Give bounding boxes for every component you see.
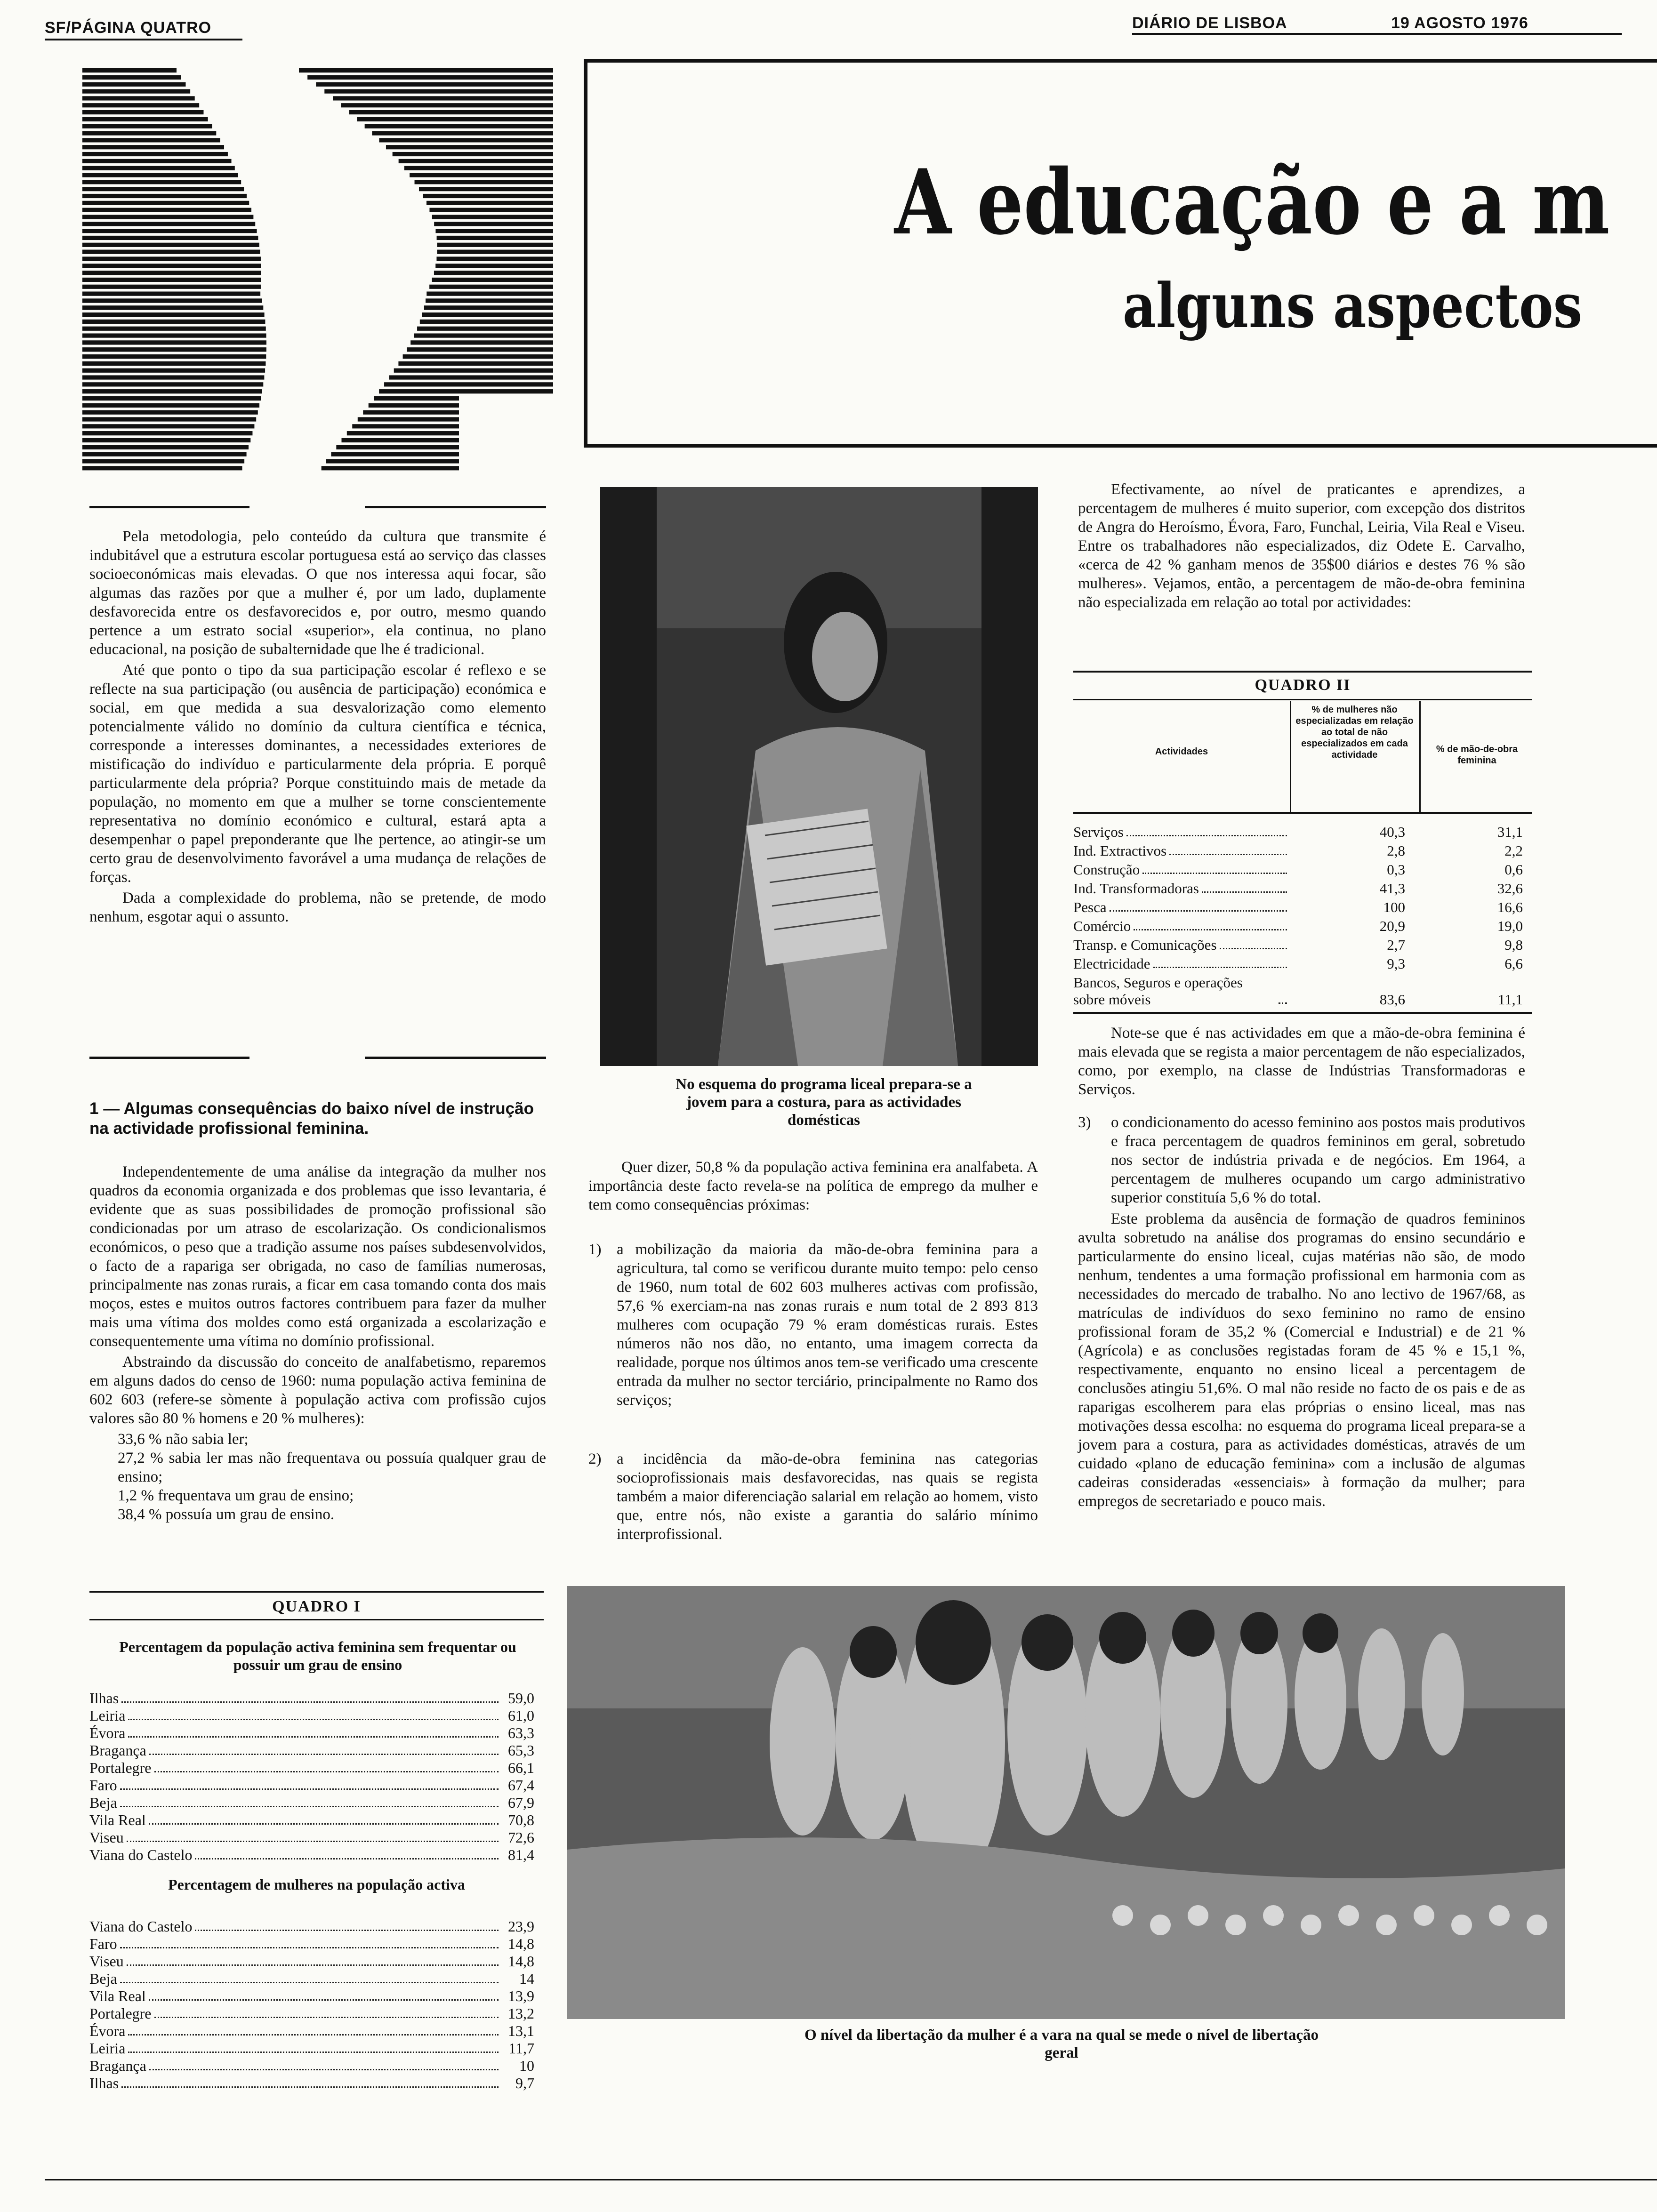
middle-item-1-mark: 1) <box>588 1241 602 1258</box>
quadro2-row <box>1073 974 1532 1008</box>
census-stat-1: 33,6 % não sabia ler; <box>118 1431 249 1448</box>
quadro-row-value: 66,1 <box>508 1759 534 1776</box>
quadro-row-label: Vila Real <box>89 1988 146 2004</box>
quadro2-row <box>1073 937 1532 954</box>
quadro-row-value: 67,9 <box>508 1794 534 1811</box>
quadro2-row-female-labour: 32,6 <box>1497 880 1523 897</box>
quadro-row-label: Vila Real <box>89 1811 146 1828</box>
quadro-row-label: Viana do Castelo <box>89 1918 193 1935</box>
quadro-row-value: 70,8 <box>508 1811 534 1828</box>
dotted-leader <box>128 2034 499 2036</box>
middle-item-1 <box>588 1240 1038 1410</box>
quadro-row <box>89 1953 534 1970</box>
census-stat-3: 1,2 % frequentava um grau de ensino; <box>118 1487 354 1504</box>
quadro-row-label: Ilhas <box>89 1690 119 1707</box>
dotted-leader <box>1142 873 1287 874</box>
middle-text <box>588 1158 1038 1216</box>
intro-end-rule-left <box>89 1057 249 1059</box>
dotted-leader <box>1279 1002 1287 1004</box>
quadro2-row <box>1073 899 1532 916</box>
quadro-row-value: 14 <box>519 1970 534 1987</box>
dotted-leader <box>154 2017 499 2018</box>
dotted-leader <box>121 1701 499 1703</box>
quadro-row-label: Leiria <box>89 1707 126 1724</box>
masthead-rule <box>45 39 242 40</box>
quadro-row <box>89 1988 534 2005</box>
quadro-row <box>89 1918 534 1935</box>
quadro-row-value: 81,4 <box>508 1846 534 1863</box>
quadro-row-value: 9,7 <box>515 2075 534 2092</box>
quadro-row-value: 61,0 <box>508 1707 534 1724</box>
quadro-row-label: Faro <box>89 1777 117 1794</box>
dotted-leader <box>1220 948 1287 949</box>
dotted-leader <box>128 1719 499 1720</box>
quadro-row-label: Viseu <box>89 1953 124 1970</box>
dotted-leader <box>149 1823 499 1825</box>
quadro2-row-label: Bancos, Seguros e operações sobre móveis <box>1073 974 1243 1008</box>
dotted-leader <box>1153 967 1287 968</box>
intro-rule-left <box>89 506 249 508</box>
dotted-leader <box>195 1930 499 1931</box>
intro-rule-right <box>365 506 546 508</box>
factory-photo-caption: O nível da libertação da mulher é a vara na qual se mede o nível de libertação geral <box>804 2027 1319 2061</box>
dotted-leader <box>120 1947 499 1948</box>
dotted-leader <box>120 1788 499 1790</box>
quadro-row-value: 72,6 <box>508 1829 534 1846</box>
quadro2-row-nonspecialized: 40,3 <box>1379 824 1405 840</box>
quadro2-row-female-labour: 16,6 <box>1497 899 1523 915</box>
quadro1-list-2 <box>89 1918 534 2092</box>
middle-item-1-text: a mobilização da maioria da mão-de-obra feminina para a agricultura, tal como se verificou durante muito tempo: pelo censo de 1960, num total de 602 603 mulheres activas com profissão, 57,6 % exerciam-na nas zonas rurais e num total de 2 893 813 mulheres com ocupação 79 % eram domésticas rurais. Estes números não nos dão, no entanto, uma imagem correcta da realidade, porque nos últimos anos tem-se verificado uma crescente entrada da mulher no sector terciário, principalmente no Ramo dos serviços; <box>617 1241 1038 1409</box>
quadro-row <box>89 2075 534 2092</box>
right-text-final <box>1078 1210 1525 1513</box>
sewing-girl-photo <box>600 487 1038 1066</box>
quadro-row-value: 14,8 <box>508 1935 534 1952</box>
right-paragraph-2: Note-se que é nas actividades em que a mão-de-obra feminina é mais elevada que se regista a maior percentagem de não especializados, como, por exemplo, na classe de Indústrias Transformadoras e Serviços. <box>1078 1025 1525 1098</box>
quadro-row-value: 59,0 <box>508 1690 534 1707</box>
headline-line2: alguns aspectos <box>1123 270 1583 342</box>
quadro2-row-nonspecialized: 2,8 <box>1387 842 1405 859</box>
quadro-row <box>89 2005 534 2022</box>
quadro2-row-nonspecialized: 100 <box>1383 899 1405 915</box>
quadro2-top-rule <box>1073 671 1532 673</box>
quadro-row <box>89 1690 534 1707</box>
dotted-leader <box>1169 854 1287 855</box>
quadro-row <box>89 1707 534 1724</box>
quadro2-header <box>1073 701 1532 812</box>
quadro2-row <box>1073 861 1532 878</box>
right-item-3 <box>1078 1113 1525 1207</box>
quadro2-title-rule <box>1073 699 1532 700</box>
quadro-row-value: 23,9 <box>508 1918 534 1935</box>
quadro-row-label: Leiria <box>89 2040 126 2057</box>
quadro-row-value: 13,1 <box>508 2022 534 2039</box>
quadro-row-label: Viana do Castelo <box>89 1846 193 1863</box>
quadro2-row <box>1073 824 1532 841</box>
quadro2-row-label: Serviços <box>1073 824 1124 840</box>
quadro2-col-activities: Actividades <box>1155 746 1208 757</box>
quadro-row-label: Évora <box>89 2022 126 2039</box>
quadro-row-label: Faro <box>89 1935 117 1952</box>
right-paragraph-1: Efectivamente, ao nível de praticantes e aprendizes, a percentagem de mulheres é muito superior, com excepção dos distritos de Angra do Heroísmo, Évora, Faro, Funchal, Leiria, Vila Real e Viseu. Entre os trabalhadores não especializados, diz Odete E. Carvalho, «cerca de 42 % ganham menos de 35$00 diários e destes 76 % são mulheres». Vejamos, então, a percentagem de mão-de-obra feminina não especializada em relação ao total por actividades: <box>1078 481 1525 611</box>
quadro1-list-1 <box>89 1690 534 1864</box>
intro-text <box>89 527 546 928</box>
census-stat-2: 27,2 % sabia ler mas não frequentava ou possuía qualquer grau de ensino; <box>118 1450 546 1485</box>
dotted-leader <box>1126 835 1287 836</box>
dotted-leader <box>121 2086 499 2088</box>
quadro1-title-rule <box>89 1619 544 1620</box>
right-paragraph-3: Este problema da ausência de formação de quadros femininos avulta sobretudo na análise dos programas do ensino secundário e particularmente do ensino liceal, cujas matérias não são, de modo nenhum, tendentes a uma formação profissional em harmonia com as necessidades do mercado de trabalho. No ano lectivo de 1967/68, as matrículas de indivíduos do sexo feminino no ramo de ensino profissional foram de 35,2 % (Comercial e Industrial) e de 21 % (Agrícola) e as conclusões registadas foram de 45 % e 15,1 %, respectivamente, enquanto no ensino liceal a percentagem de conclusões atingiu 51,6%. O mal não reside no facto de os pais e de as raparigas escolherem para elas próprias o ensino liceal, mas nas motivações dessa escolha: no esquema do programa liceal prepara-se a jovem para a costura, para as actividades domésticas, através de um cuidado «plano de educação feminina» com a inclusão de algumas cadeiras consideradas «essenciais» à formação da mulher; para empregos de secretariado e pouco mais. <box>1078 1210 1525 1510</box>
quadro-row <box>89 1970 534 1988</box>
quadro2-row-nonspecialized: 20,9 <box>1379 918 1405 934</box>
quadro2-col-nonspecialized: % de mulheres não especializadas em relação ao total de não especializados em cada actividade <box>1295 705 1414 760</box>
dotted-leader <box>154 1771 499 1772</box>
quadro-row-value: 11,7 <box>508 2040 534 2057</box>
quadro2-row <box>1073 918 1532 935</box>
quadro-row <box>89 2022 534 2040</box>
dotted-leader <box>128 1736 499 1738</box>
middle-item-2-mark: 2) <box>588 1451 602 1467</box>
quadro-row-label: Ilhas <box>89 2075 119 2092</box>
quadro1-top-rule <box>89 1591 544 1593</box>
dotted-leader <box>149 2069 499 2070</box>
quadro-row-label: Portalegre <box>89 2005 152 2022</box>
quadro2-bottom-rule <box>1073 1012 1532 1014</box>
quadro2-title: QUADRO II <box>1255 676 1351 694</box>
section1-paragraph-2: Abstraindo da discussão do conceito de analfabetismo, reparemos em alguns dados do censo de 1960: numa população activa feminina de 602 603 (refere-se sòmente à população activa com profissão cujos valores são 80 % homens e 20 % mulheres): <box>89 1354 546 1427</box>
quadro-row-label: Bragança <box>89 2057 146 2074</box>
intro-end-rule-right <box>365 1057 546 1059</box>
quadro2-row <box>1073 842 1532 859</box>
quadro-row <box>89 1846 534 1864</box>
issue-date: 19 AGOSTO 1976 <box>1391 14 1528 32</box>
right-item-3-text: o condicionamento do acesso feminino aos postos mais produtivos e fraca percentagem de quadros femininos em geral, sobretudo nos sector de indústria privada e de negócios. Em 1964, a percentagem de mulheres ocupando um cargo administrativo superior constituía 5,6 % do total. <box>1111 1114 1525 1206</box>
dotted-leader <box>1134 929 1287 930</box>
headline-line1: A educação e a m <box>894 150 1610 255</box>
dotted-leader <box>149 1999 499 2001</box>
quadro2-row-nonspecialized: 9,3 <box>1387 955 1405 972</box>
quadro-row-value: 13,9 <box>508 1988 534 2004</box>
quadro-row-value: 13,2 <box>508 2005 534 2022</box>
striped-portrait-photo <box>82 68 553 473</box>
quadro2-col-female-labour: % de mão-de-obra feminina <box>1436 744 1518 766</box>
quadro-row-value: 14,8 <box>508 1953 534 1970</box>
quadro2-row-female-labour: 31,1 <box>1497 824 1523 840</box>
quadro2-row-female-labour: 11,1 <box>1497 991 1523 1008</box>
quadro2-row-female-labour: 2,2 <box>1504 842 1523 859</box>
quadro-row-label: Viseu <box>89 1829 124 1846</box>
section1-heading: 1 — Algumas consequências do baixo nível de instrução na actividade profissional feminina. <box>89 1099 534 1138</box>
quadro-row <box>89 2057 534 2075</box>
quadro-row <box>89 1935 534 1953</box>
intro-paragraph-3: Dada a complexidade do problema, não se pretende, de modo nenhum, esgotar aqui o assunto. <box>89 890 546 925</box>
quadro2-row-nonspecialized: 2,7 <box>1387 937 1405 953</box>
quadro-row <box>89 2040 534 2057</box>
quadro2-row-label: Comércio <box>1073 918 1131 934</box>
quadro-row-label: Beja <box>89 1970 117 1987</box>
quadro2-row-female-labour: 0,6 <box>1504 861 1523 878</box>
newspaper-name: DIÁRIO DE LISBOA <box>1132 14 1287 32</box>
section1-paragraph-1: Independentemente de uma análise da integração da mulher nos quadros da economia organizada e dos problemas que isso levantaria, é evidente que as suas possibilidades de promoção profissional são condicionadas por um atraso de escolarização. Os condicionalismos económicos, o peso que a tradição assume nos países subdesenvolvidos, o facto de a rapariga ser obrigada, no caso de famílias numerosas, principalmente nas zonas rurais, a ficar em casa tomando conta dos mais moços, estes e muitos outros factores contribuem para fazer da mulher mais uma vítima dos moldes como está organizada a escolarização e consequentemente uma vítima no domínio profissional. <box>89 1163 546 1350</box>
quadro-row-value: 10 <box>519 2057 534 2074</box>
right-text-bottom <box>1078 1024 1525 1101</box>
quadro2-row-nonspecialized: 0,3 <box>1387 861 1405 878</box>
quadro2-row-nonspecialized: 83,6 <box>1379 991 1405 1008</box>
right-text-top <box>1078 480 1525 614</box>
quadro-row-value: 65,3 <box>508 1742 534 1759</box>
dotted-leader <box>1110 910 1287 912</box>
quadro2-row <box>1073 880 1532 897</box>
factory-workers-photo <box>567 1586 1565 2019</box>
quadro1-subtitle-1: Percentagem da população activa feminina sem frequentar ou possuir um grau de ensino <box>119 1638 516 1673</box>
quadro-row-value: 63,3 <box>508 1724 534 1741</box>
section1-text <box>89 1162 546 1524</box>
quadro2-rows <box>1073 824 1532 1010</box>
intro-paragraph-2: Até que ponto o tipo da sua participação escolar é reflexo e se reflecte na sua participação (ou ausência de participação) económica e social, em que medida a sua desvalorização como elemento potencialmente válido no domínio da cultura científica e técnica, corresponde a interesses dominantes, a necessidades exteriores de mistificação do indivíduo e particularmente dela própria. E porquê particularmente dela própria? Porque constituindo mais de metade da população, no momento em que a mulher se torne conscientemente representativa no domínio económico e cultural, estará apta a desempenhar o papel preponderante que lhe pertence, ao atingir-se um certo grau de desenvolvimento favorável a uma mudança de relações de forças. <box>89 662 546 886</box>
dotted-leader <box>128 2052 499 2053</box>
quadro-row-label: Beja <box>89 1794 117 1811</box>
quadro2-row-label: Transp. e Comunicações <box>1073 937 1217 953</box>
quadro-row-label: Évora <box>89 1724 126 1741</box>
quadro-row <box>89 1829 534 1846</box>
census-stat-4: 38,4 % possuía um grau de ensino. <box>118 1506 335 1523</box>
quadro2-row <box>1073 955 1532 972</box>
right-item-3-mark: 3) <box>1078 1114 1091 1131</box>
dotted-leader <box>195 1858 499 1859</box>
quadro1-title: QUADRO I <box>272 1598 361 1615</box>
quadro-row <box>89 1777 534 1794</box>
dotted-leader <box>127 1841 499 1842</box>
quadro-row <box>89 1724 534 1742</box>
quadro2-row-label: Construção <box>1073 861 1140 878</box>
quadro-row <box>89 1742 534 1759</box>
quadro-row <box>89 1759 534 1777</box>
page-bottom-rule <box>45 2179 1657 2180</box>
dotted-leader <box>149 1754 499 1755</box>
middle-item-2-text: a incidência da mão-de-obra feminina nas categorias socioprofissionais mais desfavorecidas, nas quais se regista também a maior diferenciação salarial em relação ao homem, visto que, entre nós, não existe a garantia do salário mínimo interprofissional. <box>617 1451 1038 1543</box>
intro-paragraph-1: Pela metodologia, pelo conteúdo da cultura que transmite é indubitável que a estrutura escolar portuguesa está ao serviço das classes socioeconómicas mais elevadas. O que nos interessa aqui focar, são algumas das razões por que a mulher é, por um lado, duplamente desfavorecida entre os desfavorecidos e, por outro, mesmo quando pertence a um estrato social «superior», ela continua, no plano educacional, na posição de subalternidade que lhe é tradicional. <box>89 528 546 658</box>
quadro2-row-female-labour: 19,0 <box>1497 918 1523 934</box>
quadro2-row-label: Pesca <box>1073 899 1107 915</box>
quadro-row-label: Portalegre <box>89 1759 152 1776</box>
dotted-leader <box>120 1982 499 1983</box>
quadro2-row-female-labour: 9,8 <box>1504 937 1523 953</box>
quadro2-header-rule <box>1073 812 1532 814</box>
middle-item-2 <box>588 1450 1038 1544</box>
quadro1-subtitle-2: Percentagem de mulheres na população activa <box>168 1876 465 1893</box>
sewing-photo-caption: No esquema do programa liceal prepara-se a jovem para a costura, para as actividades domésticas <box>676 1076 972 1129</box>
middle-paragraph-1: Quer dizer, 50,8 % da população activa feminina era analfabeta. A importância deste facto revela-se na política de emprego da mulher e tem como consequências próximas: <box>588 1159 1038 1213</box>
quadro2-row-female-labour: 6,6 <box>1504 955 1523 972</box>
quadro2-row-label: Electricidade <box>1073 955 1150 972</box>
quadro2-row-label: Ind. Transformadoras <box>1073 880 1199 897</box>
quadro2-row-label: Ind. Extractivos <box>1073 842 1167 859</box>
quadro-row <box>89 1811 534 1829</box>
dotted-leader <box>1202 891 1287 893</box>
dotted-leader <box>127 1964 499 1966</box>
quadro-row-label: Bragança <box>89 1742 146 1759</box>
dotted-leader <box>120 1806 499 1807</box>
quadro-row <box>89 1794 534 1811</box>
section-label: SF/PÁGINA QUATRO <box>45 19 212 37</box>
quadro2-row-nonspecialized: 41,3 <box>1379 880 1405 897</box>
masthead-rule-right <box>1132 33 1622 35</box>
quadro-row-value: 67,4 <box>508 1777 534 1794</box>
